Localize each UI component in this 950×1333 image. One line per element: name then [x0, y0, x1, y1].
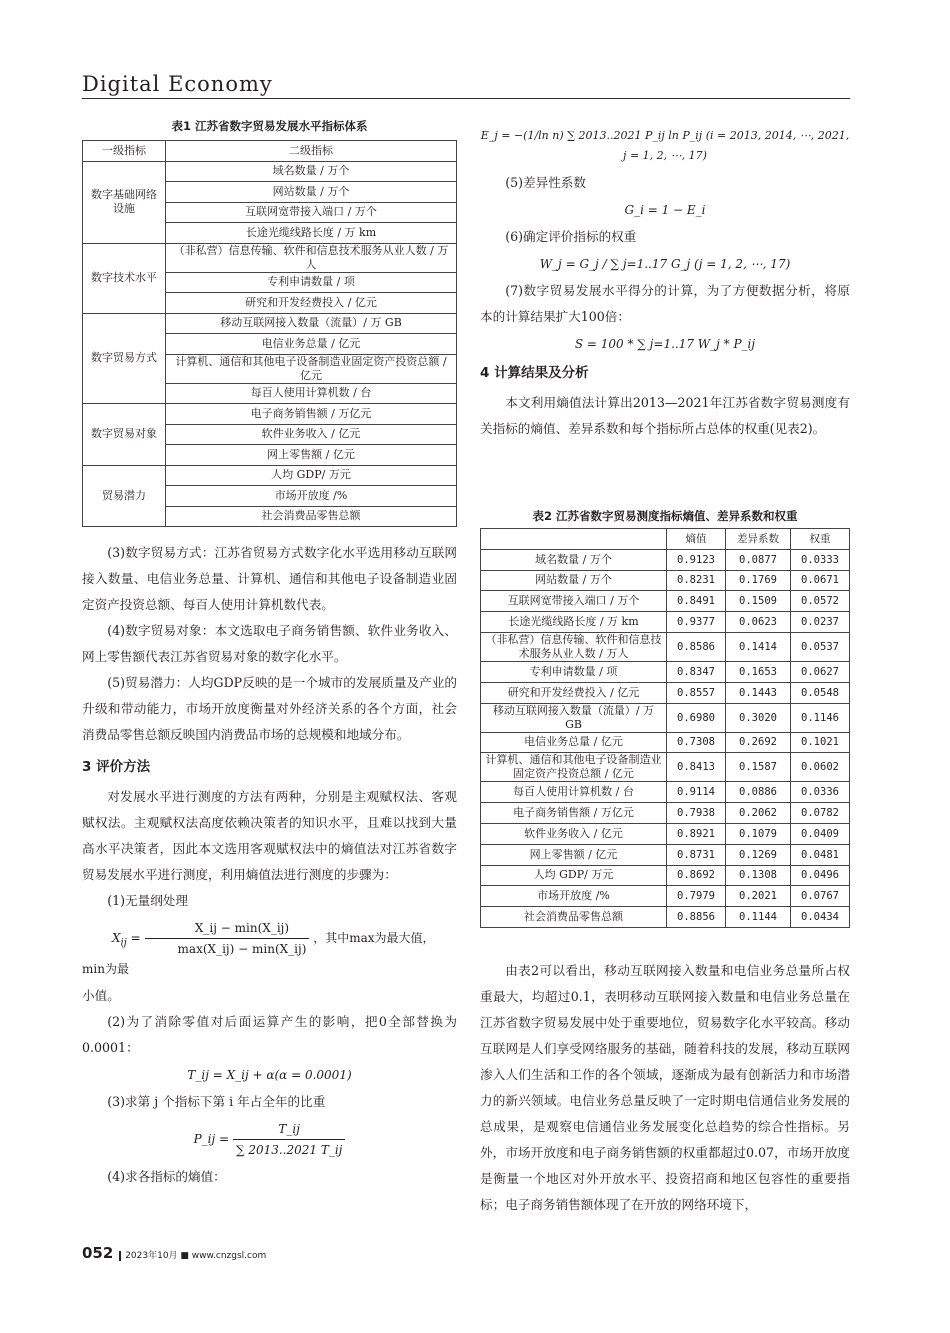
right-column-lower [480, 958, 850, 1218]
table2-value-cell: 0.1021 [791, 732, 850, 753]
table2-value-cell: 0.8856 [667, 907, 726, 928]
table2-value-cell: 0.1653 [726, 661, 791, 682]
table2-value-cell: 0.8491 [667, 591, 726, 612]
header-rule [82, 98, 850, 99]
table1-item-cell: 社会消费品零售总额 [166, 506, 457, 527]
table2-value-cell: 0.6980 [667, 703, 726, 732]
table2-row [481, 612, 850, 633]
table1-item-cell: 软件业务收入 / 亿元 [166, 424, 457, 445]
table2-value-cell: 0.0333 [791, 549, 850, 570]
formula-entropy: E_j = −(1/ln n) ∑ 2013..2021 P_ij ln P_ij (i = 2013, 2014, ⋯, 2021, j = 1, 2, ⋯, 17) [480, 129, 850, 162]
table1-item-cell: 研究和开发经费投入 / 亿元 [166, 293, 457, 314]
step-label: (1)无量纲处理 [107, 893, 188, 908]
table2-value-cell: 0.7979 [667, 886, 726, 907]
table2 [480, 528, 850, 928]
table2-indicator-cell: 社会消费品零售总额 [481, 907, 667, 928]
table2-value-cell: 0.0481 [791, 844, 850, 865]
table2-body [481, 549, 850, 927]
table2-value-cell: 0.8921 [667, 823, 726, 844]
table2-row [481, 732, 850, 753]
table1-body [83, 161, 457, 527]
table2-value-cell: 0.0623 [726, 612, 791, 633]
step-label: (5)差异性系数 [505, 175, 586, 190]
table2-indicator-cell: 电信业务总量 / 亿元 [481, 732, 667, 753]
table2-value-cell: 0.2021 [726, 886, 791, 907]
step-label: (4)求各指标的熵值： [107, 1169, 226, 1184]
table1-item-cell: 计算机、通信和其他电子设备制造业固定资产投资总额 / 亿元 [166, 354, 457, 383]
table2-value-cell: 0.8557 [667, 682, 726, 703]
paragraph: 本文利用熵值法计算出2013—2021年江苏省数字贸易测度有关指标的熵值、差异系数和每个指标所占总体的权重(见表2)。 [480, 395, 850, 436]
table1-item-cell: 人均 GDP/ 万元 [166, 465, 457, 486]
table2-value-cell: 0.0237 [791, 612, 850, 633]
paragraph: (5)贸易潜力：人均GDP反映的是一个城市的发展质量及产业的升级和带动能力，市场开放度衡量对外经济关系的各个方面，社会消费品零售总额反映国内消费品市场的总规模和地域分布。 [82, 675, 457, 742]
paragraph: 小值。 [82, 988, 120, 1003]
formula-proportion: P_ij = $\frac{T\_ij}{\sum 2013..2021 T\_ij}$ [82, 1119, 457, 1160]
table2-value-cell: 0.1079 [726, 823, 791, 844]
table2-row [481, 703, 850, 732]
table1-row [83, 161, 457, 182]
paragraph: 对发展水平进行测度的方法有两种，分别是主观赋权法、客观赋权法。主观赋权法高度依赖决策者的知识水平，且难以找到大量高水平决策者，因此本文选用客观赋权法中的熵值法对江苏省数字贸易发展水平进行测度，利用熵值法进行测度的步骤为： [82, 789, 457, 882]
table2-value-cell: 0.9377 [667, 612, 726, 633]
table2-row [481, 865, 850, 886]
table2-value-cell: 0.2062 [726, 803, 791, 824]
table2-indicator-cell: 域名数量 / 万个 [481, 549, 667, 570]
table2-value-cell: 0.0782 [791, 803, 850, 824]
running-header: Digital Economy [82, 72, 273, 96]
table2-value-cell: 0.0671 [791, 570, 850, 591]
table2-value-cell: 0.0434 [791, 907, 850, 928]
table2-indicator-cell: 市场开放度 /% [481, 886, 667, 907]
page-number: 052 [82, 1244, 114, 1262]
step-label: (3)求第 j 个指标下第 i 年占全年的比重 [107, 1094, 326, 1109]
table2-indicator-cell: 互联网宽带接入端口 / 万个 [481, 591, 667, 612]
table1-group-cell: 数字技术水平 [83, 243, 166, 313]
left-column [82, 540, 457, 1190]
table2-row [481, 570, 850, 591]
table2-value-cell: 0.1587 [726, 753, 791, 782]
table2-value-cell: 0.0627 [791, 661, 850, 682]
formula-weight: W_j = G_j / ∑ j=1..17 G_j (j = 1, 2, ⋯, 17) [539, 257, 791, 271]
formula-diff: G_i = 1 − E_i [624, 203, 706, 217]
paragraph: (4)数字贸易对象：本文选取电子商务销售额、软件业务收入、网上零售额代表江苏省贸易对象的数字化水平。 [82, 623, 457, 664]
table2-value-cell: 0.8731 [667, 844, 726, 865]
table2-indicator-cell: 研究和开发经费投入 / 亿元 [481, 682, 667, 703]
table2-row [481, 844, 850, 865]
table2-row [481, 823, 850, 844]
table1-item-cell: 网上零售额 / 亿元 [166, 445, 457, 466]
table2-indicator-cell: 长途光缆线路长度 / 万 km [481, 612, 667, 633]
table2-value-cell: 0.7938 [667, 803, 726, 824]
table2-indicator-cell: 计算机、通信和其他电子设备制造业固定资产投资总额 / 亿元 [481, 753, 667, 782]
table1-header-level1: 一级指标 [83, 141, 166, 162]
table2-value-cell: 0.0767 [791, 886, 850, 907]
table2-value-cell: 0.0877 [726, 549, 791, 570]
table1-item-cell: 互联网宽带接入端口 / 万个 [166, 202, 457, 223]
table2-value-cell: 0.1144 [726, 907, 791, 928]
table2-value-cell: 0.0602 [791, 753, 850, 782]
table1-header-level2: 二级指标 [166, 141, 457, 162]
table2-value-cell: 0.3020 [726, 703, 791, 732]
table2-value-cell: 0.1308 [726, 865, 791, 886]
table2-indicator-cell: 网上零售额 / 亿元 [481, 844, 667, 865]
table2-value-cell: 0.8413 [667, 753, 726, 782]
table1-row [83, 313, 457, 334]
paragraph: 由表2可以看出，移动互联网接入数量和电信业务总量所占权重最大，均超过0.1，表明移动互联网接入数量和电信业务总量在江苏省数字贸易发展中处于重要地位，贸易数字化水平较高。移动互联网是人们享受网络服务的基础，随着科技的发展，移动互联网渗入人们生活和工作的各个领域，逐渐成为最有创新活力和市场潜力的新兴领域。电信业务总量反映了一定时期电信通信业务发展的总成果，是观察电信通信业务发展变化总趋势的综合性指标。另外，市场开放度和电子商务销售额的权重都超过0.07，市场开放度是衡量一个地区对外开放水平、投资招商和地区包容性的重要指标；电子商务销售额体现了在开放的网络环境下， [480, 963, 850, 1212]
table2-row [481, 753, 850, 782]
table2-value-cell: 0.2692 [726, 732, 791, 753]
table1-group-cell: 数字基础网络设施 [83, 161, 166, 243]
table2-indicator-cell: 专利申请数量 / 项 [481, 661, 667, 682]
table2-indicator-cell: 移动互联网接入数量（流量）/ 万 GB [481, 703, 667, 732]
paragraph: (3)数字贸易方式：江苏省贸易方式数字化水平选用移动互联网接入数量、电信业务总量、计算机、通信和其他电子设备制造业固定资产投资总额、每百人使用计算机数代表。 [82, 545, 457, 612]
table1-group-cell: 贸易潜力 [83, 465, 166, 527]
table1-row [83, 243, 457, 272]
table1-item-cell: 长途光缆线路长度 / 万 km [166, 223, 457, 244]
table1-group-cell: 数字贸易对象 [83, 404, 166, 466]
right-column [480, 122, 850, 442]
footer-text: 2023年10月 ■ www.cnzgsl.com [119, 1251, 266, 1261]
section-heading: 3 评价方法 [82, 759, 151, 775]
table2-row [481, 886, 850, 907]
table1-row [83, 404, 457, 425]
table2-value-cell: 0.1269 [726, 844, 791, 865]
table2-indicator-cell: （非私营）信息传输、软件和信息技术服务从业人数 / 万人 [481, 632, 667, 661]
table1 [82, 140, 457, 527]
table1-item-cell: （非私营）信息传输、软件和信息技术服务从业人数 / 万人 [166, 243, 457, 272]
page-footer [82, 1244, 266, 1262]
section-heading: 4 计算结果及分析 [480, 365, 589, 381]
table2-row [481, 632, 850, 661]
table2-value-cell: 0.0548 [791, 682, 850, 703]
table2-indicator-cell: 网站数量 / 万个 [481, 570, 667, 591]
table1-group-cell: 数字贸易方式 [83, 313, 166, 404]
table2-value-cell: 0.1146 [791, 703, 850, 732]
table2-value-cell: 0.8231 [667, 570, 726, 591]
step-label: (6)确定评价指标的权重 [505, 229, 637, 244]
table2-value-cell: 0.0572 [791, 591, 850, 612]
table2-value-cell: 0.7308 [667, 732, 726, 753]
table2-value-cell: 0.9114 [667, 782, 726, 803]
table1-item-cell: 专利申请数量 / 项 [166, 272, 457, 293]
table1-caption: 表1 江苏省数字贸易发展水平指标体系 [171, 119, 368, 133]
formula-shift: T_ij = X_ij + α(α = 0.0001) [187, 1068, 352, 1082]
table2-value-cell: 0.0409 [791, 823, 850, 844]
table2-caption: 表2 江苏省数字贸易测度指标熵值、差异系数和权重 [532, 509, 798, 523]
table2-row [481, 682, 850, 703]
table2-value-cell: 0.0496 [791, 865, 850, 886]
table2-row [481, 803, 850, 824]
table2-value-cell: 0.0537 [791, 632, 850, 661]
table2-value-cell: 0.8692 [667, 865, 726, 886]
table2-value-cell: 0.1414 [726, 632, 791, 661]
table2-indicator-cell: 人均 GDP/ 万元 [481, 865, 667, 886]
table1-item-cell: 电子商务销售额 / 万亿元 [166, 404, 457, 425]
table2-value-cell: 0.8347 [667, 661, 726, 682]
table2-indicator-cell: 电子商务销售额 / 万亿元 [481, 803, 667, 824]
table2-value-cell: 0.0336 [791, 782, 850, 803]
table2-header-indicator [481, 529, 667, 550]
table1-item-cell: 网站数量 / 万个 [166, 182, 457, 203]
table1-item-cell: 市场开放度 /% [166, 486, 457, 507]
table2-row [481, 661, 850, 682]
table2-indicator-cell: 每百人使用计算机数 / 台 [481, 782, 667, 803]
table1-item-cell: 每百人使用计算机数 / 台 [166, 383, 457, 404]
table1-item-cell: 电信业务总量 / 亿元 [166, 334, 457, 355]
table2-value-cell: 0.1769 [726, 570, 791, 591]
step-label: (7)数字贸易发展水平得分的计算，为了方便数据分析，将原本的计算结果扩大100倍： [480, 283, 850, 324]
table2-value-cell: 0.1509 [726, 591, 791, 612]
table2-header-weight: 权重 [791, 529, 850, 550]
table2-header-entropy: 熵值 [667, 529, 726, 550]
table1-row [83, 465, 457, 486]
table1-item-cell: 域名数量 / 万个 [166, 161, 457, 182]
table2-value-cell: 0.9123 [667, 549, 726, 570]
table2-value-cell: 0.1443 [726, 682, 791, 703]
table2-row [481, 549, 850, 570]
table2-row [481, 591, 850, 612]
formula-normalization: $X_{ij}$ = $\frac{X\_ij - \min(X\_ij)}{\max(X\_ij) - \min(X\_ij)}$ ，其中max为最大值，min为最 [82, 918, 457, 979]
table2-row [481, 907, 850, 928]
table2-row [481, 782, 850, 803]
table2-value-cell: 0.8586 [667, 632, 726, 661]
table1-item-cell: 移动互联网接入数量（流量）/ 万 GB [166, 313, 457, 334]
table2-header-diff: 差异系数 [726, 529, 791, 550]
table2-indicator-cell: 软件业务收入 / 亿元 [481, 823, 667, 844]
step-label: (2)为了消除零值对后面运算产生的影响，把0全部替换为0.0001： [82, 1014, 457, 1055]
table2-value-cell: 0.0886 [726, 782, 791, 803]
formula-score: S = 100 * ∑ j=1..17 W_j * P_ij [574, 337, 756, 351]
